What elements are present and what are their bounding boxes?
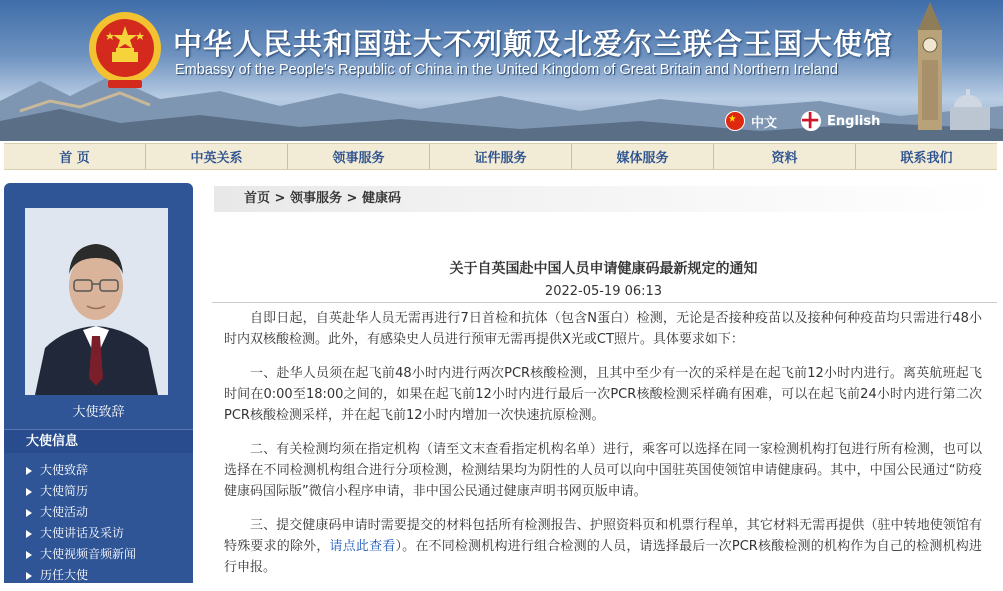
national-emblem-icon bbox=[86, 10, 164, 90]
divider bbox=[212, 302, 997, 303]
breadcrumb-home[interactable]: 首页 bbox=[244, 191, 271, 206]
paragraph-3-text-a: 三、提交健康码申请时需要提交的材料包括所有检测报告、护照资料页和机票行程单，其它材料无需再提供（驻中转地使领馆有特殊要求的除外， bbox=[224, 518, 982, 554]
sidebar-item-label: 大使视频音频新闻 bbox=[40, 547, 137, 561]
sidebar-item-speeches-interviews[interactable] bbox=[26, 523, 136, 544]
main-nav bbox=[4, 143, 997, 170]
sidebar-section-title: 大使信息 bbox=[4, 429, 193, 453]
nav-consular-services[interactable]: 领事服务 bbox=[288, 144, 430, 169]
article-date: 2022-05-19 06:13 bbox=[544, 284, 663, 299]
china-flag-icon[interactable] bbox=[725, 111, 745, 131]
paragraph-1: 一、赴华人员须在起飞前48小时内进行两次PCR核酸检测，且其中至少有一次的采样是在起飞前12小时内进行。离英航班起飞时间在0:00至18:00之间的，如果在起飞前12小时内进行最后一次PCR核酸检测采样确有困难，可以在起飞前24小时内进行第二次PCR核酸检测采样，并在起飞前12小时内增加一次快速抗原检测。 bbox=[224, 366, 982, 423]
breadcrumb-consular[interactable]: 领事服务 bbox=[289, 191, 342, 206]
lang-english-link[interactable]: English bbox=[827, 113, 881, 129]
sidebar-item-label: 大使活动 bbox=[40, 505, 89, 519]
arrow-right-icon bbox=[26, 551, 32, 559]
arrow-right-icon bbox=[26, 530, 32, 538]
embassy-title-english: Embassy of the People's Republic of China in the United Kingdom of Great Britain and Northern Ireland bbox=[175, 62, 838, 78]
cathedral-icon bbox=[940, 85, 1003, 130]
arrow-right-icon bbox=[26, 509, 32, 517]
nav-media-services[interactable]: 媒体服务 bbox=[572, 144, 714, 169]
paragraph-2: 二、有关检测均须在指定机构（请至文末查看指定机构名单）进行，乘客可以选择在同一家检测机构打包进行所有检测，也可以选择在不同检测机构组合进行分项检测，检测结果均为阴性的人员可以向中国驻英国使领馆申请健康码。其中，中国公民通过“防疫健康码国际版”微信小程序申请，非中国公民通过健康声明书网页版申请。 bbox=[224, 442, 982, 499]
embassy-title-chinese: 中华人民共和国驻大不列颠及北爱尔兰联合王国大使馆 bbox=[173, 27, 894, 61]
ambassador-caption[interactable]: 大使致辞 bbox=[72, 405, 125, 420]
sidebar-item-label: 大使简历 bbox=[40, 484, 89, 498]
arrow-right-icon bbox=[26, 467, 32, 475]
breadcrumb-separator: > bbox=[341, 191, 362, 206]
ambassador-portrait[interactable] bbox=[25, 208, 168, 395]
nav-home[interactable]: 首 页 bbox=[4, 144, 146, 169]
sidebar-item-video-audio[interactable] bbox=[26, 544, 136, 565]
article-title: 关于自英国赴中国人员申请健康码最新规定的通知 bbox=[449, 261, 758, 277]
language-switcher bbox=[725, 110, 904, 132]
sidebar-item-label: 历任大使 bbox=[40, 568, 89, 582]
sidebar-item-former-ambassadors[interactable] bbox=[26, 565, 136, 583]
breadcrumb bbox=[244, 186, 401, 212]
article-body bbox=[224, 308, 982, 591]
header-banner bbox=[0, 0, 1003, 141]
sidebar-item-speech[interactable] bbox=[26, 460, 136, 481]
sidebar bbox=[4, 183, 193, 583]
breadcrumb-health-code[interactable]: 健康码 bbox=[361, 191, 401, 206]
nav-resources[interactable]: 资料 bbox=[714, 144, 856, 169]
nav-china-uk-relations[interactable]: 中英关系 bbox=[146, 144, 288, 169]
view-here-link[interactable]: 请点此查看 bbox=[329, 539, 396, 554]
sidebar-item-label: 大使讲话及采访 bbox=[40, 526, 125, 540]
sidebar-item-label: 大使致辞 bbox=[40, 463, 89, 477]
uk-flag-icon[interactable] bbox=[801, 111, 821, 131]
sidebar-item-biography[interactable] bbox=[26, 481, 136, 502]
nav-document-services[interactable]: 证件服务 bbox=[430, 144, 572, 169]
arrow-right-icon bbox=[26, 572, 32, 580]
paragraph-intro: 自即日起，自英赴华人员无需再进行7日首检和抗体（包含N蛋白）检测，无论是否接种疫苗以及接种何种疫苗均只需进行48小时内双核酸检测。此外，有感染史人员进行预审无需再提供X光或CT照片。具体要求如下： bbox=[224, 311, 982, 347]
paragraph-3 bbox=[224, 515, 982, 578]
sidebar-item-activities[interactable] bbox=[26, 502, 136, 523]
breadcrumb-separator: > bbox=[270, 191, 290, 206]
paragraph-3-text-b: ）。在不同检测机构进行组合检测的人员，请选择最后一次PCR核酸检测的机构作为自己的检测机构进行申报。 bbox=[224, 539, 982, 575]
lang-chinese-link[interactable]: 中文 bbox=[751, 115, 778, 131]
sidebar-menu bbox=[26, 460, 136, 583]
nav-contact-us[interactable]: 联系我们 bbox=[900, 151, 953, 166]
arrow-right-icon bbox=[26, 488, 32, 496]
